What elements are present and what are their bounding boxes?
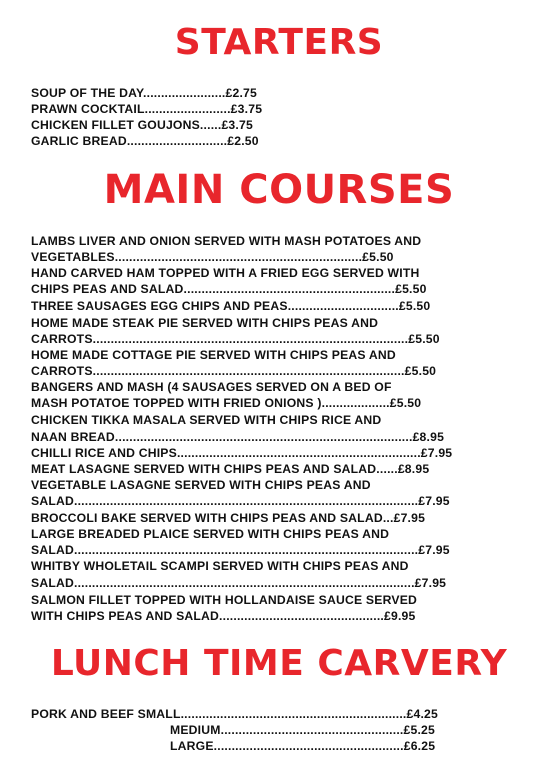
main-course-line: MEAT LASAGNE SERVED WITH CHIPS PEAS AND SALAD......£8.95 [31,462,430,476]
main-course-line: LARGE BREADED PLAICE SERVED WITH CHIPS PEAS AND [31,527,390,541]
starter-item: PRAWN COCKTAIL........................£3.75 [31,102,263,116]
carvery-item: PORK AND BEEF SMALL...............................................................£4.25 [31,707,439,721]
main-course-line: CHICKEN TIKKA MASALA SERVED WITH CHIPS RICE AND [31,413,382,427]
main-course-line: VEGETABLES.....................................................................£5.50 [31,250,394,264]
main-course-line: BROCCOLI BAKE SERVED WITH CHIPS PEAS AND SALAD...£7.95 [31,511,426,525]
main-course-line: CHILLI RICE AND CHIPS....................................................................£7.95 [31,446,453,460]
main-course-line: BANGERS AND MASH (4 SAUSAGES SERVED ON A BED OF [31,380,392,394]
main-courses-heading: MAIN COURSES [103,167,455,213]
main-course-line: SALMON FILLET TOPPED WITH HOLLANDAISE SAUCE SERVED [31,593,418,607]
main-course-line: THREE SAUSAGES EGG CHIPS AND PEAS...............................£5.50 [31,299,431,313]
main-course-line: HOME MADE COTTAGE PIE SERVED WITH CHIPS PEAS AND [31,348,396,362]
starter-item: GARLIC BREAD............................£2.50 [31,134,259,148]
main-course-line: VEGETABLE LASAGNE SERVED WITH CHIPS PEAS AND [31,478,371,492]
starters-heading: STARTERS [174,22,384,63]
main-course-line: CARROTS.......................................................................................£5.50 [31,364,437,378]
main-course-line: SALAD................................................................................................£7.95 [31,543,450,557]
main-course-line: HAND CARVED HAM TOPPED WITH A FRIED EGG SERVED WITH [31,266,420,280]
main-course-line: CHIPS PEAS AND SALAD...........................................................£5.50 [31,282,427,296]
main-course-line: WHITBY WHOLETAIL SCAMPI SERVED WITH CHIPS PEAS AND [31,559,409,573]
main-course-line: LAMBS LIVER AND ONION SERVED WITH MASH POTATOES AND [31,234,422,248]
carvery-item: MEDIUM...................................................£5.25 [170,723,436,737]
main-course-line: WITH CHIPS PEAS AND SALAD..............................................£9.95 [31,609,416,623]
starter-item: SOUP OF THE DAY.......................£2.75 [31,86,258,100]
main-course-line: CARROTS........................................................................................£5.50 [31,332,440,346]
main-course-line: SALAD................................................................................................£7.95 [31,494,450,508]
starter-item: CHICKEN FILLET GOUJONS......£3.75 [31,118,253,132]
main-course-line: HOME MADE STEAK PIE SERVED WITH CHIPS PEAS AND [31,316,379,330]
main-course-line: SALAD...............................................................................................£7.95 [31,576,447,590]
carvery-heading: LUNCH TIME CARVERY [50,643,508,684]
carvery-item: LARGE.....................................................£6.25 [170,739,436,753]
main-course-line: NAAN BREAD...................................................................................£8.95 [31,430,445,444]
main-course-line: MASH POTATOE TOPPED WITH FRIED ONIONS )...................£5.50 [31,396,422,410]
